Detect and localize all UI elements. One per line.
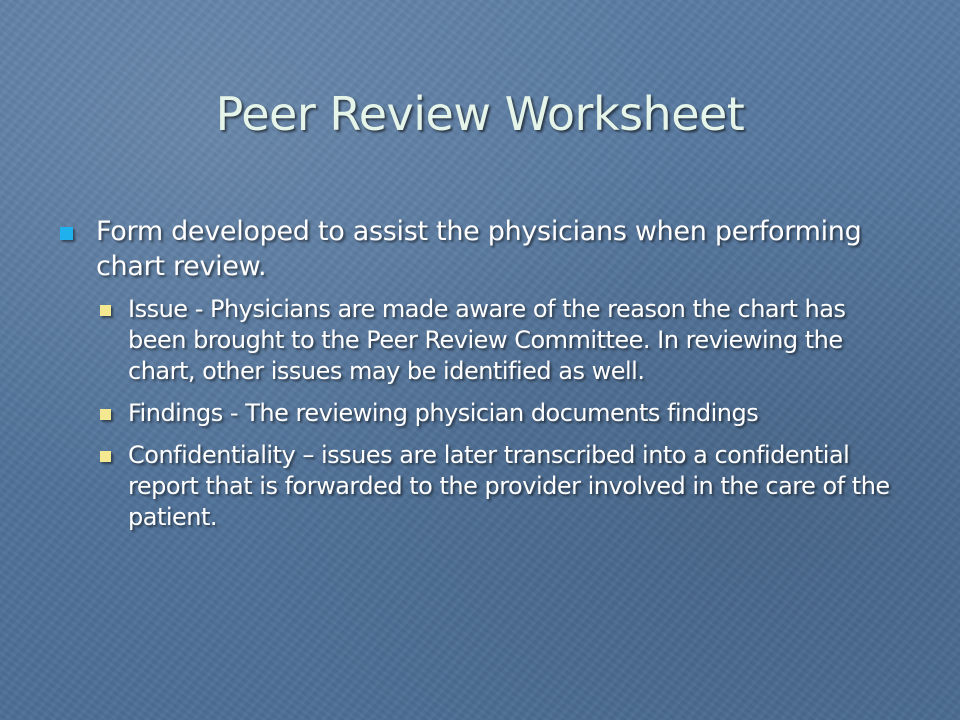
bullet-item [58,214,910,284]
sub-bullet-item-confidentiality [98,440,910,533]
sub-bullet-item-issue [98,294,910,387]
sub-bullet-item-findings [98,398,910,429]
sub-bullet-text: Findings - The reviewing physician documents findings [128,399,759,427]
sub-bullet-list [58,294,910,533]
square-bullet-icon [100,305,111,316]
square-bullet-icon [100,451,111,462]
bullet-text: Form developed to assist the physicians when performing chart review. [96,216,862,282]
slide-title: Peer Review Worksheet [215,87,745,141]
sub-bullet-text: Confidentiality – issues are later transcribed into a confidential report that is forwarded to the provider involved in the care of the patient. [128,441,890,531]
square-bullet-icon [100,409,111,420]
sub-bullet-text: Issue - Physicians are made aware of the reason the chart has been brought to the Peer Review Committee. In reviewing the chart, other issues may be identified as well. [128,295,846,385]
slide-body [58,214,910,544]
square-bullet-icon [60,227,73,240]
